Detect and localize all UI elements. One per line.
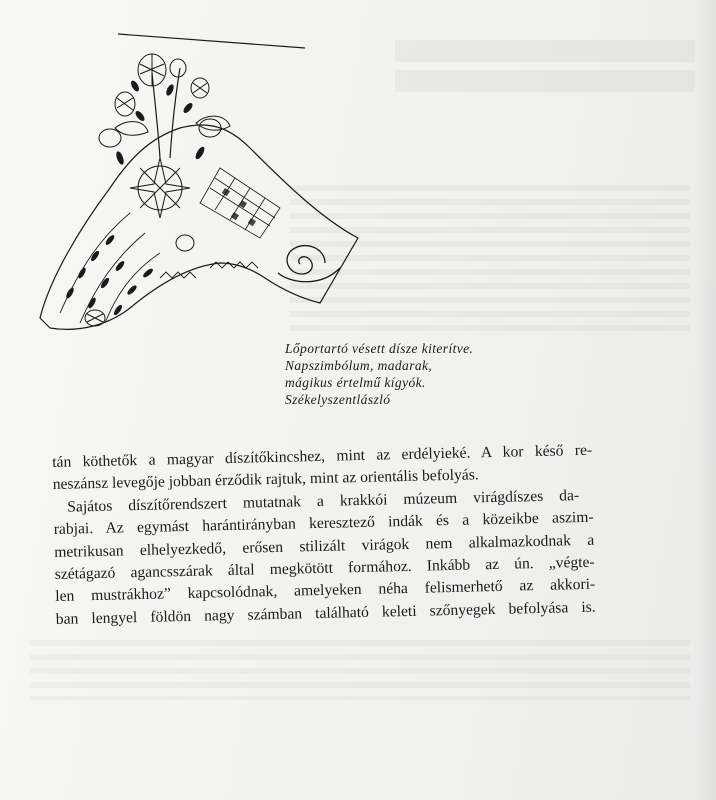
caption-line-2: Napszimbólum, madarak, (285, 358, 433, 373)
body-line-6: szétágazó agancsszárak által megkötött formához. Inkább az ún. „végte- (54, 553, 595, 583)
body-line-4: rabjai. Az egymást harántirányban keresztező indák és a közeikbe aszim- (53, 508, 594, 539)
body-paragraphs (52, 440, 596, 631)
powder-horn-engraving-illustration (20, 28, 380, 348)
caption-line-4: Székelyszentlászló (285, 392, 391, 407)
body-line-5: metrikusan elhelyezkedő, erősen stilizált virágok nem alkalmazkodnak a (54, 531, 595, 561)
page-edge-shadow (694, 0, 716, 800)
body-line-1: tán köthetők a magyar díszítőkincshez, mint az erdélyieké. A kor késő re- (52, 441, 593, 471)
body-line-2: neszánsz levegője jobban érződik rajtuk, mint az orientális befolyás. (52, 466, 479, 494)
figure-caption (285, 340, 525, 408)
body-line-8: ban lengyel földön nagy számban található keleti szőnyegek befolyása is. (55, 598, 596, 628)
caption-line-3: mágikus értelmű kígyók. (285, 375, 426, 390)
caption-line-1: Lőportartó vésett dísze kiterítve. (285, 341, 474, 356)
show-through-lower-block (30, 640, 690, 700)
body-line-7: len mustrákhoz” kapcsolódnak, amelyeken néha felismerhető az akkori- (55, 576, 596, 606)
show-through-heading (395, 40, 695, 100)
body-line-3: Sajátos díszítőrendszert mutatnak a krakkói múzeum virágdíszes da- (67, 486, 580, 516)
